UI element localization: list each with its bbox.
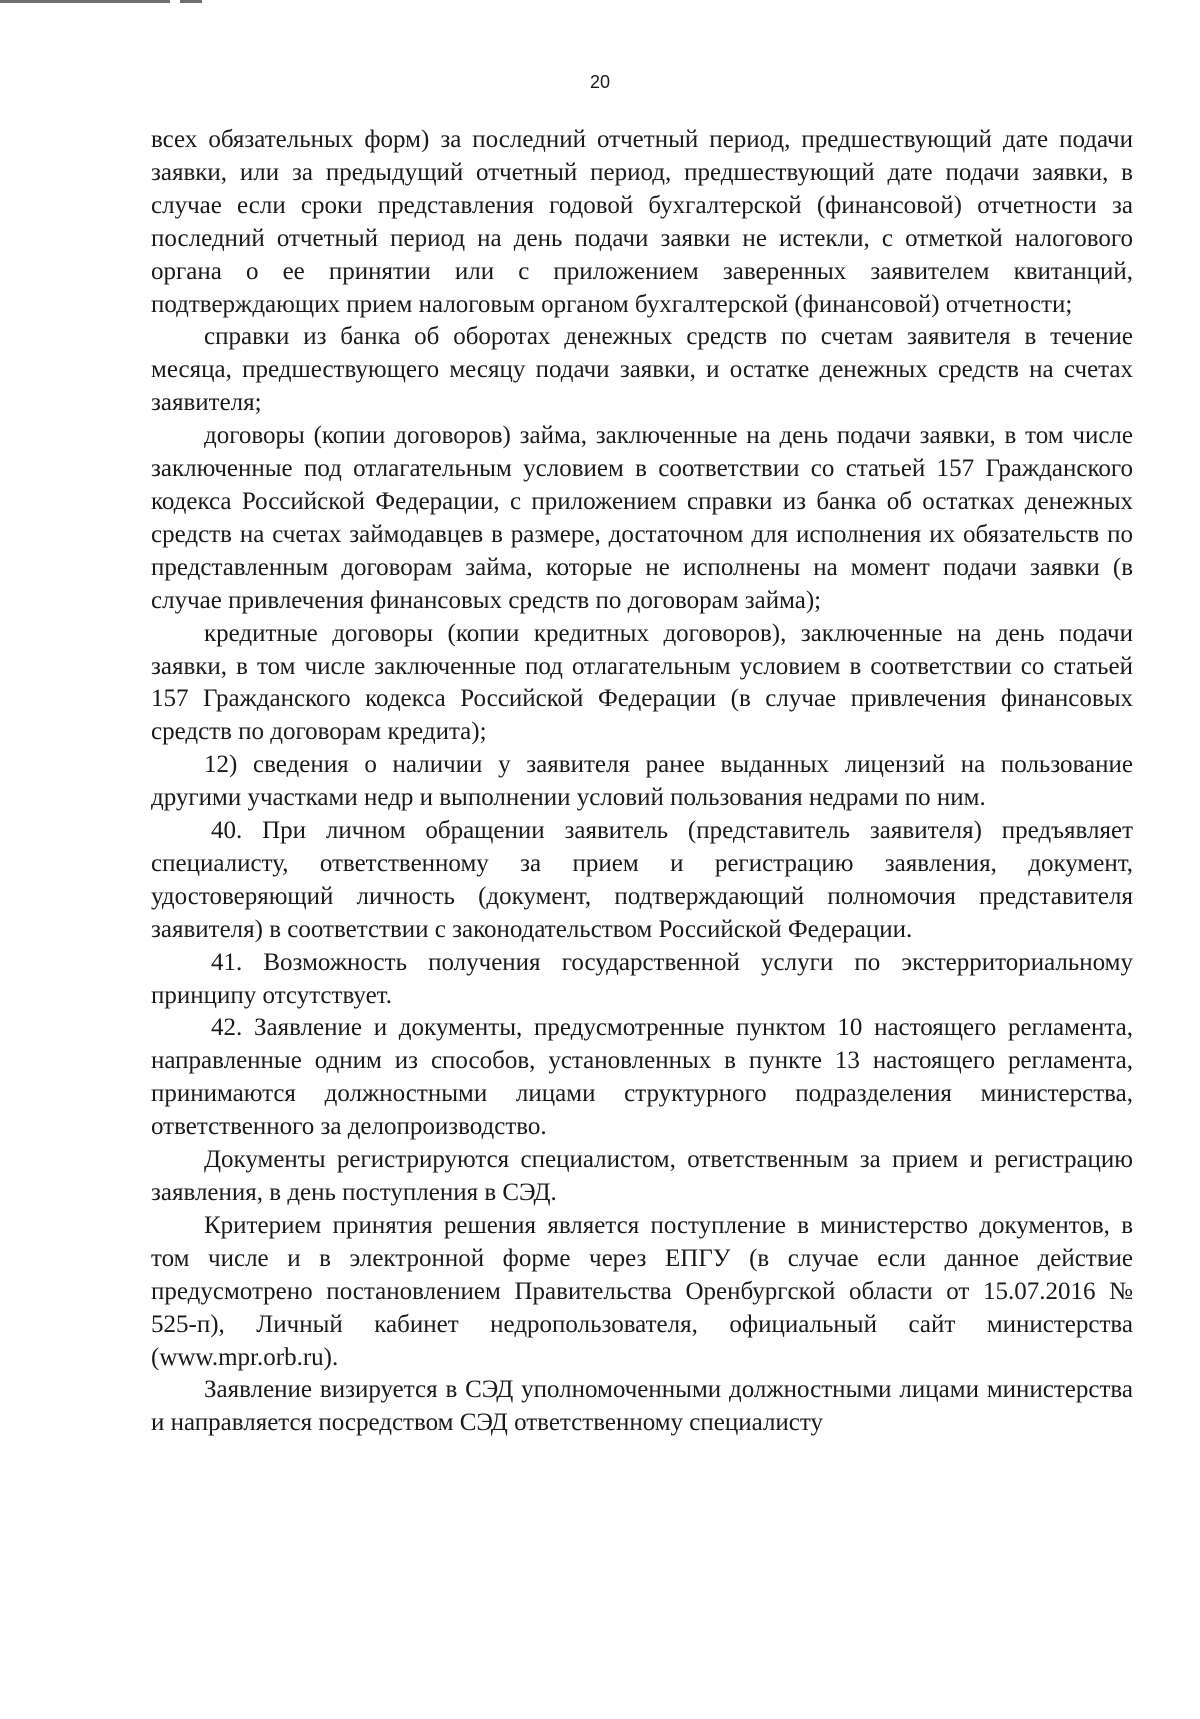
paragraph-item-12: 12) сведения о наличии у заявителя ранее выданных лицензий на пользование другими участками недр и выполнении условий пользования недрами по ним. bbox=[151, 751, 1133, 812]
paragraph-item-42: 42. Заявление и документы, предусмотренные пунктом 10 настоящего регламента, направленные одним из способов, установленных в пункте 13 настоящего регламента, принимаются должностными лицами структурного подразделения министерства, ответственного за делопроизводство. bbox=[151, 1014, 1133, 1141]
page-number: 20 bbox=[589, 72, 611, 92]
paragraph-item-41: 41. Возможность получения государственной услуги по экстерриториальному принципу отсутствует. bbox=[151, 948, 1133, 1009]
paragraph-bank-statements: справки из банка об оборотах денежных средств по счетам заявителя в течение месяца, предшествующего месяцу подачи заявки, и остатке денежных средств на счетах заявителя; bbox=[151, 323, 1133, 417]
paragraph-loan-agreements: договоры (копии договоров) займа, заключенные на день подачи заявки, в том числе заключенные под отлагательным условием в соответствии со статьей 157 Гражданского кодекса Российской Федерации, с приложением справки из банка об остатках денежных средств на счетах займодавцев в размере, достаточном для исполнения их обязательств по представленным договорам займа, которые не исполнены на момент подачи заявки (в случае привлечения финансовых средств по договорам займа); bbox=[151, 422, 1133, 614]
document-body bbox=[151, 124, 1133, 1440]
scan-edge-mark bbox=[0, 0, 170, 3]
paragraph-decision-criterion: Критерием принятия решения является поступление в министерство документов, в том числе и в электронной форме через ЕПГУ (в случае если данное действие предусмотрено постановлением Правительства Оренбургской области от 15.07.2016 № 525-п), Личный кабинет недропользователя, официальный сайт министерства (www.mpr.orb.ru). bbox=[151, 1211, 1133, 1371]
paragraph-continuation-financial-reports: всех обязательных форм) за последний отчетный период, предшествующий дате подачи заявки, или за предыдущий отчетный период, предшествующий дате подачи заявки, в случае если сроки представления годовой бухгалтерской (финансовой) отчетности за последний отчетный период на день подачи заявки не истекли, с отметкой налогового органа о ее принятии или с приложением заверенных заявителем квитанций, подтверждающих прием налоговым органом бухгалтерской (финансовой) отчетности; bbox=[151, 126, 1133, 318]
paragraph-item-40: 40. При личном обращении заявитель (представитель заявителя) предъявляет специалисту, ответственному за прием и регистрацию заявления, документ, удостоверяющий личность (документ, подтверждающий полномочия представителя заявителя) в соответствии с законодательством Российской Федерации. bbox=[151, 817, 1133, 943]
paragraph-registration: Документы регистрируются специалистом, ответственным за прием и регистрацию заявления, в день поступления в СЭД. bbox=[151, 1146, 1133, 1206]
scan-edge-mark-short bbox=[180, 0, 202, 3]
paragraph-endorsement: Заявление визируется в СЭД уполномоченными должностными лицами министерства и направляется посредством СЭД ответственному специалисту bbox=[151, 1376, 1133, 1437]
paragraph-credit-agreements: кредитные договоры (копии кредитных договоров), заключенные на день подачи заявки, в том числе заключенные под отлагательным условием в соответствии со статьей 157 Гражданского кодекса Российской Федерации (в случае привлечения финансовых средств по договорам кредита); bbox=[151, 619, 1133, 746]
